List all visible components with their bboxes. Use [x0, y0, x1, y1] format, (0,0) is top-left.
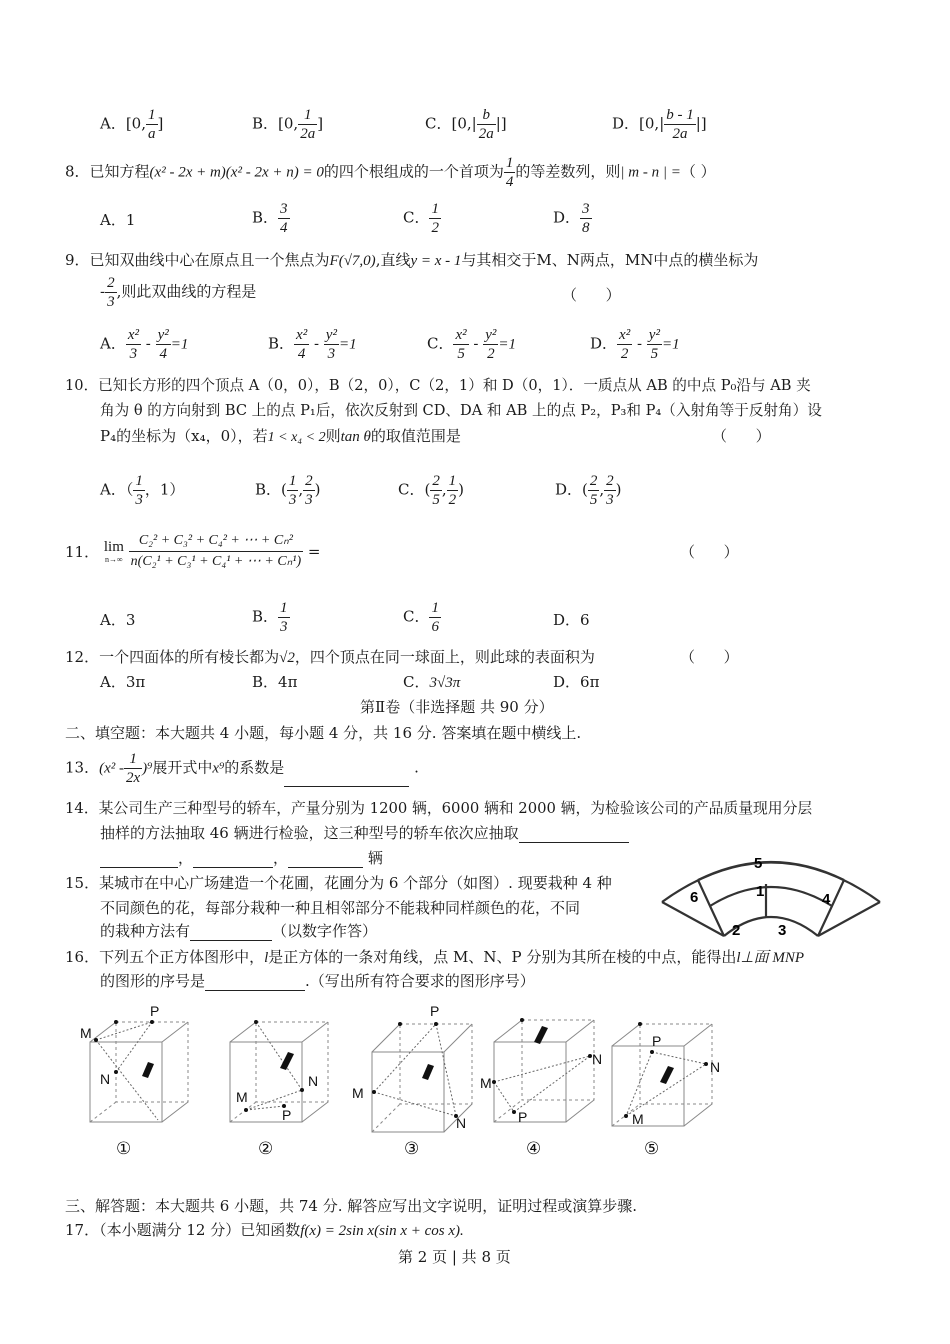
- q8-stem: 8．已知方程(x² - 2x + m)(x² - 2x + n) = 0的四个根组成的一个首项为 $\frac{1}{4}$ 的等差数列，则| m - n | =（ ）: [65, 155, 716, 190]
- q8-option-d: D． $\frac{3}{8}$: [553, 201, 590, 236]
- q10-line-3: P₄的坐标为（x₄，0），若1 < x₄ < 2则tan θ的取值范围是: [100, 427, 461, 445]
- cube-3-point-n: N: [456, 1115, 467, 1131]
- q12-stem: 12．一个四面体的所有棱长都为√2，四个顶点在同一球面上，则此球的表面积为: [65, 648, 595, 666]
- q11-answer-paren: （ ）: [680, 543, 739, 561]
- part3-section-heading: 三、解答题：本大题共 6 小题，共 74 分. 解答应写出文字说明，证明过程或演算步骤.: [65, 1197, 638, 1215]
- cube-5-diagonal-l: [660, 1066, 674, 1084]
- flower-bed-divider-left: [698, 880, 724, 936]
- q15-line-3: 的栽种方法有 （以数字作答）: [100, 922, 378, 940]
- q9-option-a: A． $\frac{\text{x²}}{3}$ - $\frac{\text{y²}}{4}$ =1: [100, 327, 189, 362]
- q7-option-a: A．[0, $\frac{1}{a}$ ]: [100, 107, 164, 142]
- q11-option-d: D．6: [553, 611, 590, 629]
- q11-fraction: $\frac{\text{C₂² + C₃² + C₄² + ⋯ + Cₙ²}}{\text{n(C₂¹ + C₃¹ + C₄¹ + ⋯ + Cₙ¹)}}$: [130, 533, 302, 569]
- q7-a-label: A．[0,: [100, 114, 146, 133]
- q13-answer-blank[interactable]: [284, 770, 409, 787]
- cube-3-point-m: M: [352, 1085, 364, 1101]
- flower-bed-region-5: 5: [754, 855, 763, 872]
- page-footer: 第 2 页 | 共 8 页: [398, 1248, 511, 1266]
- cube-4-label: ④: [526, 1139, 542, 1158]
- cube-2: [230, 1022, 328, 1122]
- q10-line-1: 10．已知长方形的四个顶点 A（0，0），B（2，0），C（2，1）和 D（0，1）．一质点从 AB 的中点 P₀沿与 AB 夹: [65, 377, 811, 394]
- flower-bed-left-edge: [662, 902, 724, 936]
- q14-line-1: 14．某公司生产三种型号的轿车，产量分别为 1200 辆，6000 辆和 2000 辆，为检验该公司的产品质量现用分层: [65, 800, 813, 817]
- q9-stem-2: - $\frac{2}{3}$ ,则此双曲线的方程是: [100, 275, 257, 310]
- q17-stem: 17．（本小题满分 12 分）已知函数f(x) = 2sin x(sin x + cos x).: [65, 1221, 464, 1239]
- q10-option-b: B．( $\frac{1}{3}$ , $\frac{2}{3}$ ): [255, 473, 321, 508]
- q10-line-2: 角为 θ 的方向射到 BC 上的点 P₁后，依次反射到 CD、DA 和 AB 上的点 P₂，P₃和 P₄（入射角等于反射角）设: [100, 402, 822, 419]
- q11-option-c: C． $\frac{1}{6}$: [403, 600, 439, 635]
- cube-1-point-m: M: [80, 1025, 92, 1041]
- flower-bed-divider-right: [818, 880, 844, 936]
- flower-bed-figure: [660, 838, 882, 948]
- q9-option-b: B． $\frac{\text{x²}}{4}$ - $\frac{\text{y²}}{3}$ =1: [268, 327, 357, 362]
- q11-stem: 11． lim n→∞ $\frac{\text{C₂² + C₃² + C₄² + ⋯ + Cₙ²}}{\text{n(C₂¹ + C₃¹ + C₄¹ + ⋯ + Cₙ¹)}}$ =: [65, 531, 320, 572]
- q10-option-a: A．（ $\frac{1}{3}$ ，1）: [100, 473, 185, 508]
- cube-1-point-n: N: [100, 1071, 111, 1087]
- q14-answer-blank-2[interactable]: [100, 851, 178, 868]
- q16-line-1: 16．下列五个正方体图形中，l是正方体的一条对角线，点 M、N、P 分别为其所在棱的中点，能得出l⊥面 MNP: [65, 948, 805, 966]
- cube-3-diagonal-l: [422, 1064, 434, 1080]
- q12-option-d: D．6π: [553, 673, 600, 691]
- cube-3-label: ③: [404, 1139, 420, 1158]
- q14-answer-blank-3[interactable]: [193, 851, 273, 868]
- flower-bed-region-3: 3: [778, 922, 787, 939]
- cube-5-point-m: M: [632, 1111, 644, 1127]
- q15-answer-blank[interactable]: [190, 924, 272, 941]
- q11-option-b: B． $\frac{1}{3}$: [252, 600, 288, 635]
- q15-line-1: 15．某城市在中心广场建造一个花圃，花圃分为 6 个部分（如图）. 现要栽种 4 种: [65, 874, 612, 892]
- q7-option-c: C．[0,| $\frac{b}{2a}$ |]: [425, 107, 507, 142]
- flower-bed-region-2: 2: [732, 922, 741, 939]
- cube-1-diagonal-l: [142, 1062, 154, 1078]
- cube-2-point-n: N: [308, 1073, 319, 1089]
- q9-option-d: D． $\frac{\text{x²}}{2}$ - $\frac{\text{y²}}{5}$ =1: [590, 327, 680, 362]
- q12-option-a: A．3π: [100, 673, 146, 691]
- q13-stem: 13．(x² - $\frac{1}{2x}$ )⁹展开式中x⁹的系数是 .: [65, 751, 419, 786]
- cube-5: [612, 1024, 712, 1126]
- q10-option-c: C．( $\frac{2}{5}$ , $\frac{1}{2}$ ): [398, 473, 464, 508]
- q9-stem: 9．已知双曲线中心在原点且一个焦点为F(√7,0),直线y = x - 1与其相交于M、N两点，MN中点的横坐标为: [65, 251, 759, 269]
- q14-answer-blank-1[interactable]: [519, 826, 629, 843]
- q15-line-2: 不同颜色的花，每部分栽种一种且相邻部分不能栽种同样颜色的花，不同: [100, 899, 581, 917]
- cube-2-point-m: M: [236, 1089, 248, 1105]
- q16-line-2: 的图形的序号是 .（写出所有符合要求的图形序号）: [100, 972, 535, 990]
- q10-answer-paren: （ ）: [712, 427, 771, 445]
- q12-option-b: B．4π: [252, 673, 298, 691]
- q7-a-fraction: $\frac{1}{a}$: [148, 107, 156, 142]
- q14-answer-blank-4[interactable]: [288, 851, 363, 868]
- cube-5-point-n: N: [710, 1059, 721, 1075]
- q10-option-d: D．( $\frac{2}{5}$ , $\frac{2}{3}$ ): [555, 473, 622, 508]
- cube-2-diagonal-l: [280, 1052, 294, 1070]
- flower-bed-region-6: 6: [690, 889, 699, 906]
- cube-1-point-p: P: [150, 1003, 160, 1019]
- cube-5-label: ⑤: [644, 1139, 660, 1158]
- flower-bed-arc-2: [698, 862, 844, 880]
- cube-figures: [70, 1000, 721, 1160]
- q14-line-3: ， ， 辆: [100, 847, 383, 868]
- q11-option-a: A．3: [100, 611, 136, 629]
- q8-option-c: C． $\frac{1}{2}$: [403, 201, 439, 236]
- q7-option-b: B．[0, $\frac{1}{2a}$ ]: [252, 107, 324, 142]
- cube-4-diagonal-l: [534, 1026, 548, 1044]
- cube-4-point-m: M: [480, 1075, 492, 1091]
- q7-option-d: D．[0,| $\frac{b - 1}{2a}$ |]: [612, 107, 707, 142]
- q9-option-c: C． $\frac{\text{x²}}{5}$ - $\frac{\text{y²}}{2}$ =1: [427, 327, 517, 362]
- q14-line-2: 抽样的方法抽取 46 辆进行检验，这三种型号的轿车依次应抽取: [100, 822, 629, 843]
- part2-title: 第Ⅱ卷（非选择题 共 90 分）: [360, 698, 554, 716]
- q16-answer-blank[interactable]: [205, 974, 305, 991]
- cube-2-point-p: P: [282, 1107, 292, 1123]
- cube-4-point-p: P: [518, 1109, 528, 1125]
- part2-section-heading: 二、填空题：本大题共 4 小题，每小题 4 分，共 16 分. 答案填在题中横线上.: [65, 724, 582, 742]
- flower-bed-region-1: 1: [756, 883, 765, 900]
- q8-option-b: B． $\frac{3}{4}$: [252, 201, 288, 236]
- flower-bed-arc-3: [710, 887, 832, 906]
- q7-b-fraction: $\frac{1}{2a}$: [300, 107, 316, 142]
- cube-1-label: ①: [116, 1139, 132, 1158]
- q9-answer-paren: （ ）: [562, 286, 621, 304]
- cube-3-point-p: P: [430, 1003, 440, 1019]
- q7-d-fraction: $\frac{b - 1}{2a}$: [666, 107, 694, 142]
- cube-4-point-n: N: [592, 1051, 603, 1067]
- q11-limit: lim n→∞: [103, 539, 124, 564]
- q12-option-c: C．3√3π: [403, 673, 461, 691]
- q7-c-fraction: $\frac{b}{2a}$: [478, 107, 494, 142]
- cube-5-point-p: P: [652, 1033, 662, 1049]
- q8-option-a: A．1: [100, 211, 136, 229]
- flower-bed-region-4: 4: [822, 891, 831, 908]
- cube-2-label: ②: [258, 1139, 274, 1158]
- q12-answer-paren: （ ）: [680, 648, 739, 666]
